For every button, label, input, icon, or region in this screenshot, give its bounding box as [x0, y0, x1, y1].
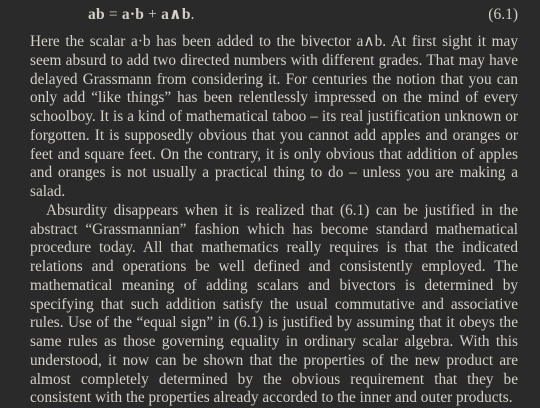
equation-period: . [190, 6, 195, 23]
equation-lhs: ab [88, 6, 105, 23]
equation-plus: + [144, 6, 162, 23]
equation-outer-product-term: a∧b [161, 6, 191, 23]
equation-inner-product-term: a·b [121, 6, 145, 23]
equation-equals: = [104, 6, 122, 23]
equation-row [30, 3, 518, 27]
paragraph-absurdity-disappears: Absurdity disappears when it is realized that (6.1) can be justified in the abstract “Grassmannian” fashion which has become standard mathematical procedure today. All that mathematics really requires is that the indicated relations and operations be well defined and consistently employed. The mathematical meaning of adding scalars and bivectors is determined by specifying that such addition satisfy the usual commutative and associative rules. Use of the “equal sign” in (6.1) is justified by assuming that it obeys the same rules as those governing equality in ordinary scalar algebra. With this understood, it now can be shown that the properties of the new product are almost completely determined by the obvious requirement that they be consistent with the properties already accorded to the inner and outer products. [30, 201, 518, 407]
equation-number: (6.1) [488, 6, 518, 23]
paragraph-scalar-plus-bivector: Here the scalar a·b has been added to the bivector a∧b. At first sight it may seem absurd to add two directed numbers with different grades. That may have delayed Grassmann from considering it. For centuries the notion that you can only add “like things” has been relentlessly impressed on the mind of every schoolboy. It is a kind of mathematical taboo – its real justification unknown or forgotten. It is supposedly obvious that you cannot add apples and oranges or feet and square feet. On the contrary, it is only obvious that addition of apples and oranges is not usually a practical thing to do – unless you are making a salad. [30, 33, 518, 200]
equation-6-1 [88, 3, 195, 27]
